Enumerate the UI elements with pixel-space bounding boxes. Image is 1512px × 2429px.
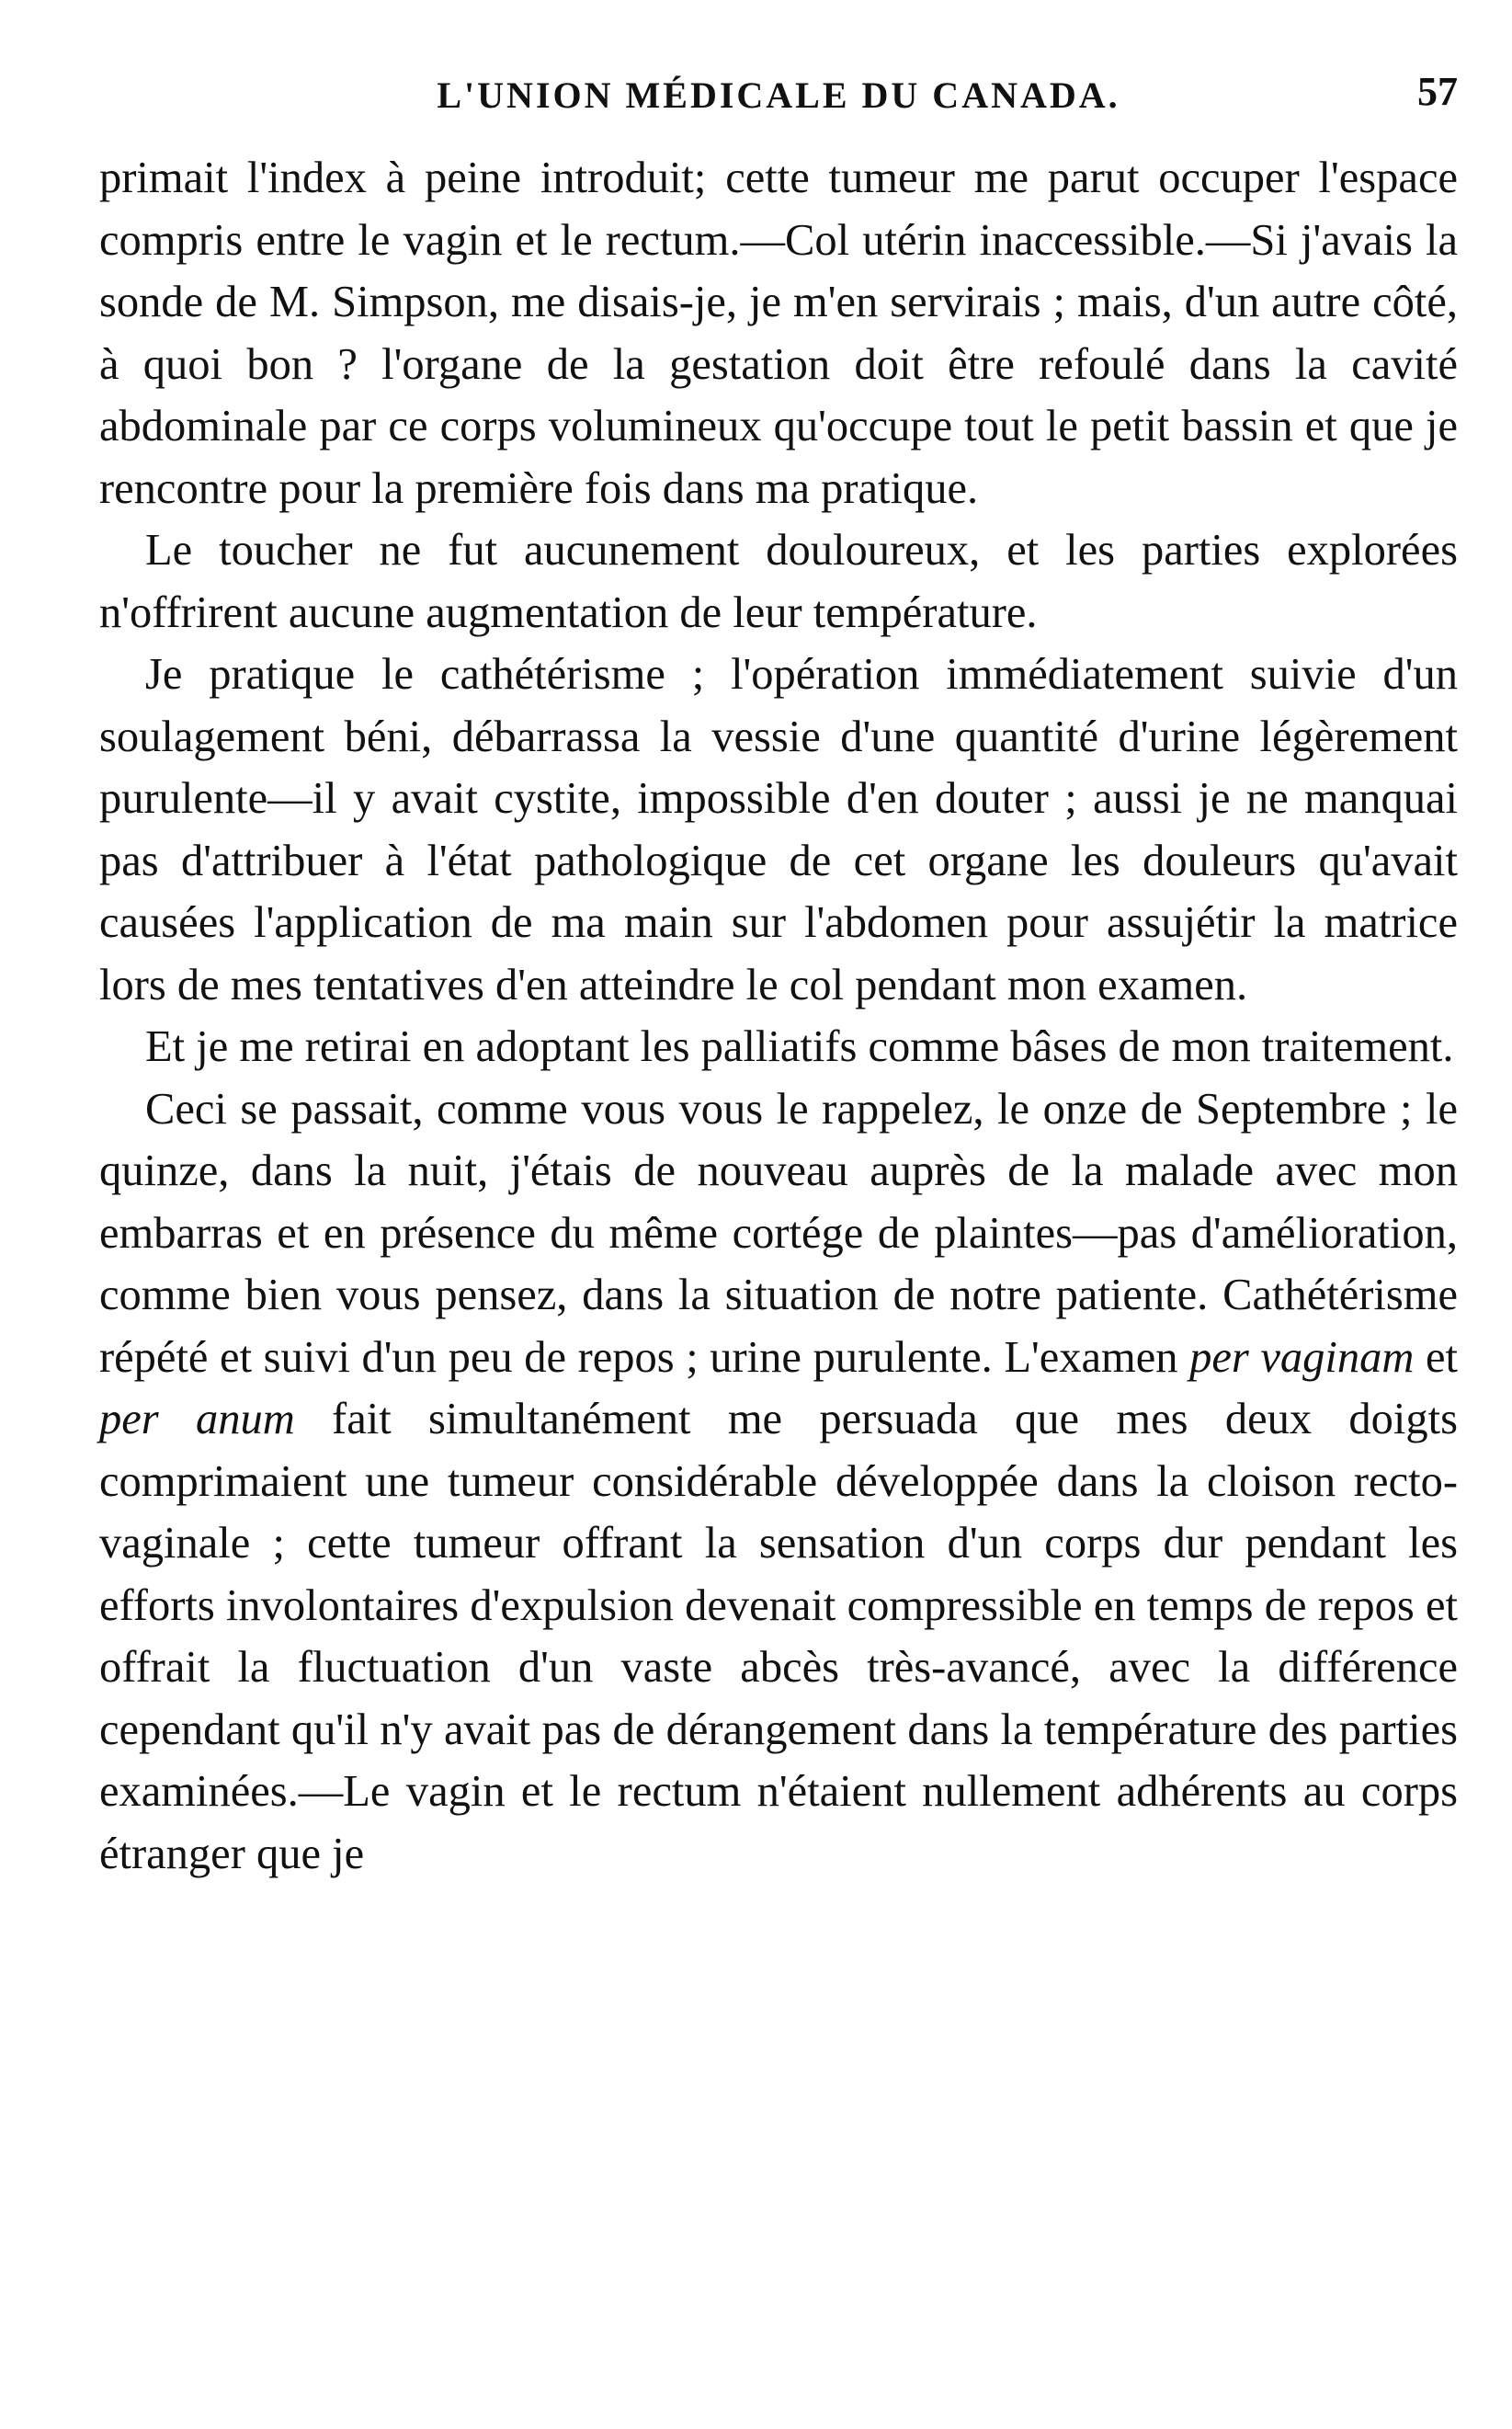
paragraph-text-middle: et — [1414, 1332, 1458, 1382]
page-number: 57 — [1417, 69, 1458, 114]
body-text — [99, 147, 1458, 1885]
book-page — [99, 64, 1458, 1885]
paragraph-retraite: Et je me retirai en adoptant les palliatifs comme bâses de mon traitement. — [145, 1022, 1454, 1071]
italic-per-anum: per anum — [99, 1395, 295, 1443]
paragraph-text-after: fait simultanément me persuada que mes deux doigts comprimaient une tumeur considérable développée dans la cloison recto-vaginale ; cette tumeur offrant la sensation d'un corps dur pendant les efforts involontaires d'expulsion devenait compressible en temps de repos et offrait la fluctuation d'un vaste abcès très-avancé, avec la différence cependant qu'il n'y avait pas de dérangement dans la température des parties examinées.—Le vagin et le rectum n'étaient nullement adhérents au corps étranger que je — [99, 1395, 1458, 1878]
journal-title: L'UNION MÉDICALE DU CANADA. — [437, 74, 1120, 116]
paragraph-onze-septembre — [99, 1078, 1458, 1886]
italic-per-vaginam: per vaginam — [1189, 1332, 1415, 1382]
paragraph-catheterisme: Je pratique le cathétérisme ; l'opération immédiatement suivie d'un soulagement béni, débarrassa la vessie d'une quantité d'urine légèrement purulente—il y avait cystite, impossible d'en douter ; aussi je ne manquai pas d'attribuer à l'état pathologique de cet organe les douleurs qu'avait causées l'application de ma main sur l'abdomen pour assujétir la matrice lors de mes tentatives d'en atteindre le col pendant mon examen. — [99, 650, 1458, 1009]
running-header — [99, 64, 1458, 129]
paragraph-text-before: Ceci se passait, comme vous vous le rappelez, le onze de Septembre ; le quinze, dans la nuit, j'étais de nouveau auprès de la malade avec mon embarras et en présence du même cortége de plaintes—pas d'amélioration, comme bien vous pensez, dans la situation de notre patiente. Cathétérisme répété et suivi d'un peu de repos ; urine purulente. L'examen — [99, 1084, 1458, 1382]
paragraph-continuation: primait l'index à peine introduit; cette tumeur me parut occuper l'espace compris entre le vagin et le rectum.—Col utérin inaccessible.—Si j'avais la sonde de M. Simpson, me disais-je, je m'en servirais ; mais, d'un autre côté, à quoi bon ? l'organe de la gestation doit être refoulé dans la cavité abdominale par ce corps volumineux qu'occupe tout le petit bassin et que je rencontre pour la première fois dans ma pratique. — [99, 154, 1458, 513]
paragraph-toucher: Le toucher ne fut aucunement douloureux, et les parties explorées n'offrirent aucune augmentation de leur température. — [99, 526, 1458, 637]
